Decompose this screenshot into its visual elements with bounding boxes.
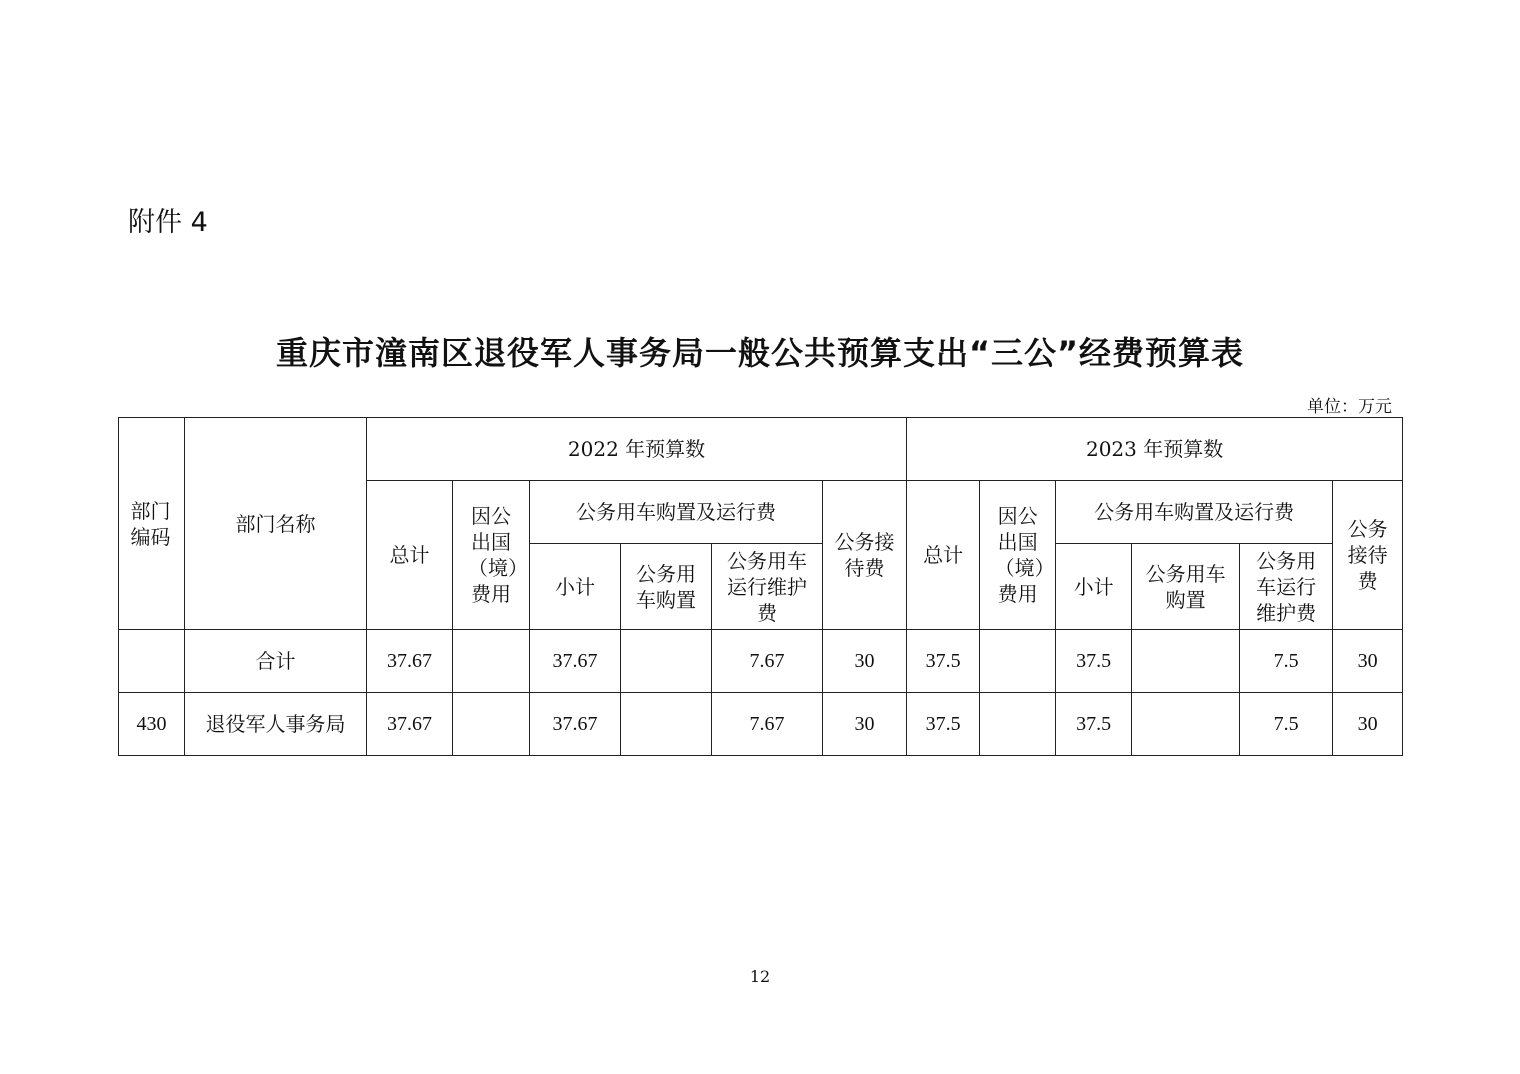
cell-subtotal-2022: 37.67 [530, 630, 621, 693]
cell-abroad-2022 [453, 630, 530, 693]
cell-reception-2022: 30 [823, 693, 907, 756]
cell-subtotal-2022: 37.67 [530, 693, 621, 756]
header-year-2022: 2022 年预算数 [367, 418, 907, 481]
budget-table [118, 417, 1403, 756]
cell-maintenance-2023: 7.5 [1240, 693, 1333, 756]
header-maintenance-2022: 公务用车运行维护费 [712, 544, 823, 630]
header-year-2023: 2023 年预算数 [907, 418, 1403, 481]
table-row [119, 693, 1403, 756]
cell-reception-2022: 30 [823, 630, 907, 693]
header-reception-2022: 公务接待费 [823, 481, 907, 630]
header-total-2022: 总计 [367, 481, 453, 630]
cell-maintenance-2022: 7.67 [712, 693, 823, 756]
header-maintenance-2023: 公务用车运行维护费 [1240, 544, 1333, 630]
cell-purchase-2023 [1132, 630, 1240, 693]
cell-abroad-2023 [980, 693, 1056, 756]
header-subtotal-2022: 小计 [530, 544, 621, 630]
cell-purchase-2023 [1132, 693, 1240, 756]
cell-total-2022: 37.67 [367, 630, 453, 693]
header-purchase-2022: 公务用车购置 [621, 544, 712, 630]
header-abroad-2022: 因公出国（境）费用 [453, 481, 530, 630]
table-row [119, 630, 1403, 693]
cell-total-2023: 37.5 [907, 693, 980, 756]
header-reception-2023: 公务接待费 [1333, 481, 1403, 630]
cell-maintenance-2022: 7.67 [712, 630, 823, 693]
cell-subtotal-2023: 37.5 [1056, 693, 1132, 756]
cell-name: 合计 [185, 630, 367, 693]
header-abroad-2023: 因公出国（境）费用 [980, 481, 1056, 630]
cell-abroad-2023 [980, 630, 1056, 693]
cell-abroad-2022 [453, 693, 530, 756]
cell-code [119, 630, 185, 693]
header-total-2023: 总计 [907, 481, 980, 630]
page-title: 重庆市潼南区退役军人事务局一般公共预算支出“三公”经费预算表 [275, 334, 1245, 372]
cell-purchase-2022 [621, 630, 712, 693]
cell-reception-2023: 30 [1333, 693, 1403, 756]
header-purchase-2023: 公务用车购置 [1132, 544, 1240, 630]
page-number: 12 [749, 967, 771, 986]
cell-purchase-2022 [621, 693, 712, 756]
header-vehicle-2022: 公务用车购置及运行费 [530, 481, 823, 544]
header-dept-name: 部门名称 [185, 418, 367, 630]
cell-reception-2023: 30 [1333, 630, 1403, 693]
cell-total-2023: 37.5 [907, 630, 980, 693]
cell-total-2022: 37.67 [367, 693, 453, 756]
cell-maintenance-2023: 7.5 [1240, 630, 1333, 693]
header-vehicle-2023: 公务用车购置及运行费 [1056, 481, 1333, 544]
header-subtotal-2023: 小计 [1056, 544, 1132, 630]
cell-code: 430 [119, 693, 185, 756]
cell-subtotal-2023: 37.5 [1056, 630, 1132, 693]
attachment-label: 附件 4 [128, 207, 208, 238]
cell-name: 退役军人事务局 [185, 693, 367, 756]
header-dept-code: 部门编码 [119, 418, 185, 630]
unit-label: 单位：万元 [1307, 397, 1392, 417]
